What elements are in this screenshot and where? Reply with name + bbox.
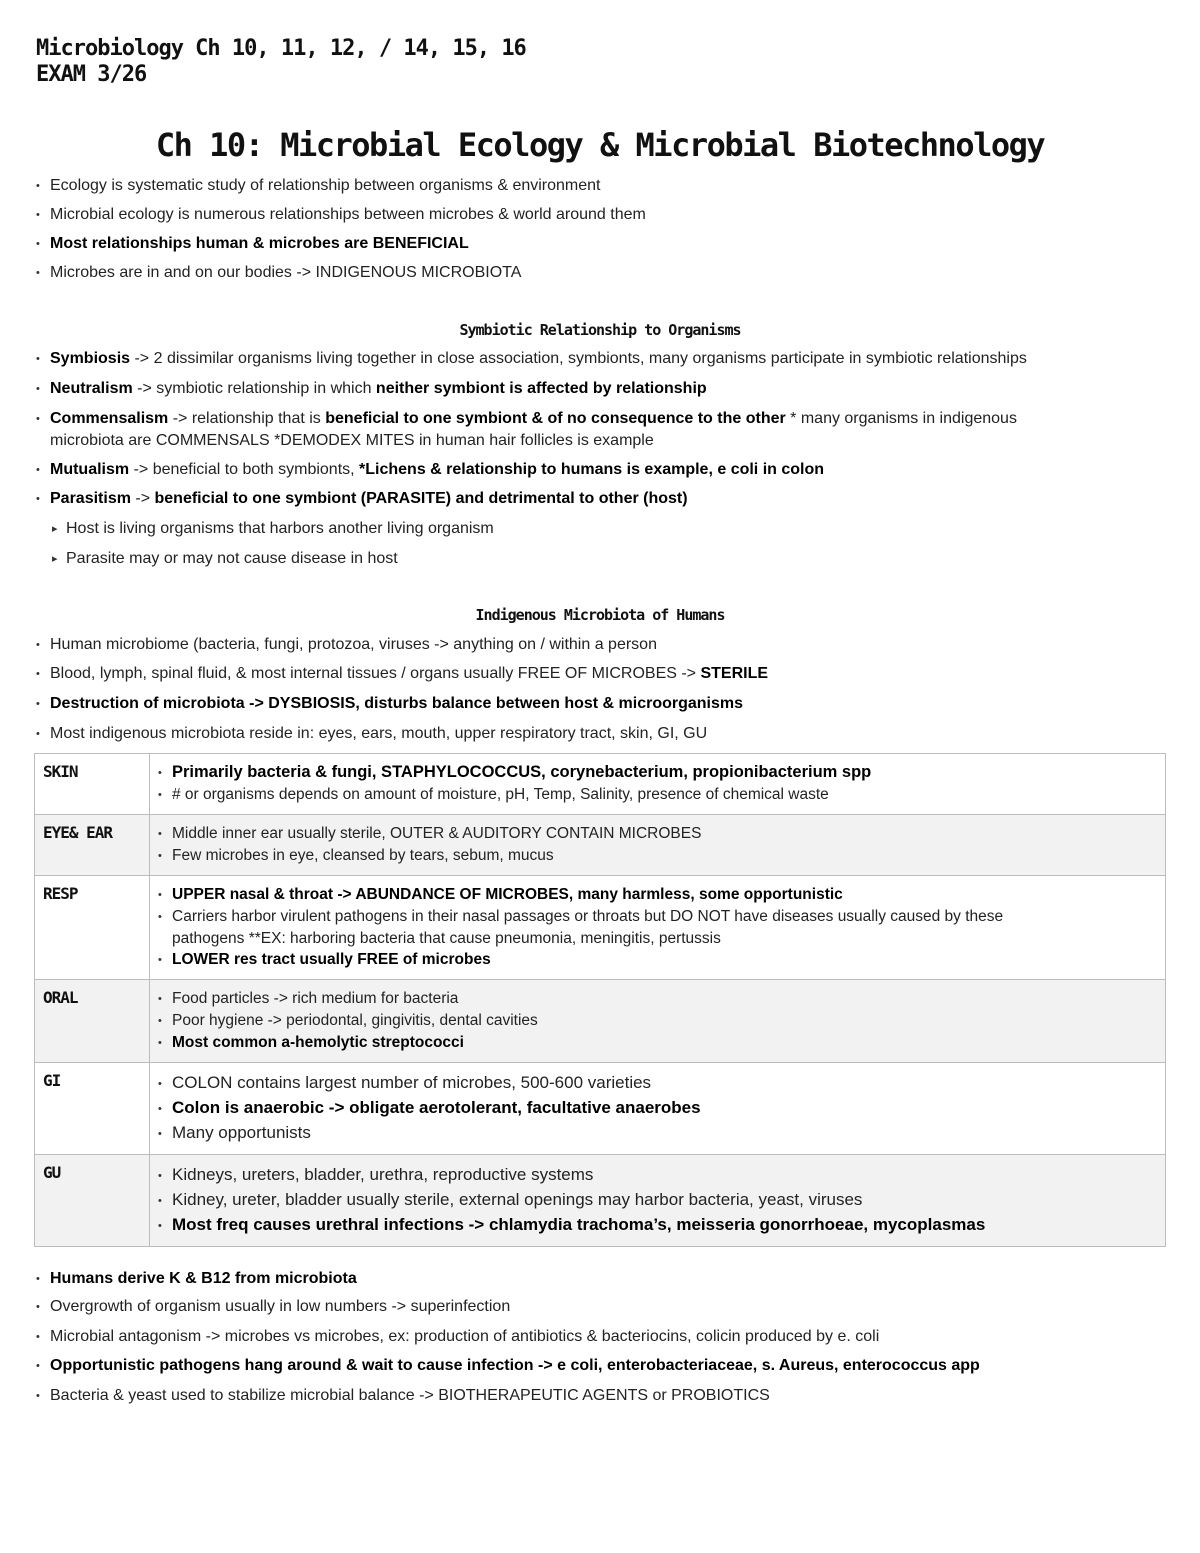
cell-line-text: UPPER nasal & throat -> ABUNDANCE OF MICROBES [172, 886, 569, 903]
list-item [36, 175, 1170, 197]
list-item [36, 1355, 1170, 1377]
row-label: GI [35, 1063, 150, 1155]
header-course-line: Microbiology Ch 10, 11, 12, / 14, 15, 16 [36, 36, 526, 61]
cell-line [158, 1071, 1157, 1096]
bullet-text: Ecology is systematic study of relationship between organisms & environment [50, 177, 601, 194]
bullet-icon: • [158, 1128, 162, 1140]
bullet-icon: • [158, 850, 162, 862]
cell-line-text: Primarily bacteria & fungi, STAPHYLOCOCCUS, corynebacterium, propionibacterium spp [172, 763, 872, 781]
row-label: ORAL [35, 980, 150, 1063]
list-item [36, 723, 1170, 745]
cell-line [158, 1188, 1157, 1213]
bullet-icon: • [36, 267, 40, 279]
cell-line-text: LOWER res tract usually FREE of microbes [172, 951, 491, 968]
term: Mutualism [50, 461, 130, 478]
bullet-icon: • [158, 889, 162, 901]
cell-line [158, 1010, 1157, 1032]
list-item [36, 1296, 1170, 1318]
cell-line [158, 823, 1157, 845]
bullet-text: Microbial antagonism -> microbes vs microbes, ex: production of antibiotics & bacteriocins, colicin produced by e. coli [50, 1328, 880, 1345]
cell-line [158, 1163, 1157, 1188]
cell-line-text: # or organisms depends on amount of moisture, pH, Temp, Salinity, presence of chemical waste [172, 786, 829, 803]
bullet-icon: • [158, 1220, 162, 1232]
list-item [36, 204, 1170, 226]
cell-line-text: Middle inner ear usually sterile, OUTER & AUDITORY CONTAIN MICROBES [172, 825, 702, 842]
definition-continuation: microbiota are COMMENSALS *DEMODEX MITES in human hair follicles is example [50, 432, 654, 449]
bullet-icon: • [158, 911, 162, 923]
bullet-icon: • [158, 993, 162, 1005]
bullet-icon: • [158, 828, 162, 840]
list-item [36, 262, 1170, 284]
cell-line [158, 988, 1157, 1010]
page-title: Ch 10: Microbial Ecology & Microbial Biotechnology [155, 126, 1045, 164]
cell-line-text: Poor hygiene -> periodontal, gingivitis, dental cavities [172, 1012, 538, 1029]
table-row-oral [35, 980, 1166, 1063]
microbiota-table [34, 753, 1166, 1247]
list-item-parasitism [36, 488, 1170, 510]
definition-emphasis: *Lichens & relationship to humans is example, e coli in colon [359, 461, 825, 478]
bullet-text: Host is living organisms that harbors another living organism [66, 520, 494, 537]
bullet-icon: • [158, 789, 162, 801]
bullet-icon: • [36, 1360, 40, 1372]
definition: -> 2 dissimilar organisms living together in close association, symbionts, many organisms participate in symbiotic relationships [130, 350, 1027, 367]
bullet-icon: • [158, 954, 162, 966]
cell-line-text: Food particles -> rich medium for bacteria [172, 990, 459, 1007]
list-item [36, 233, 1170, 255]
cell-line [158, 1032, 1157, 1054]
bullet-icon: • [158, 1170, 162, 1182]
bullet-text: Human microbiome (bacteria, fungi, protozoa, viruses -> anything on / within a person [50, 636, 657, 653]
bullet-text: Parasite may or may not cause disease in host [66, 550, 398, 567]
bullet-icon: • [158, 1078, 162, 1090]
bullet-text: Most indigenous microbiota reside in: eyes, ears, mouth, upper respiratory tract, skin, GI, GU [50, 725, 708, 742]
bullet-icon: • [36, 1331, 40, 1343]
row-body [150, 815, 1166, 876]
bullet-icon: • [36, 238, 40, 250]
bullet-icon: • [36, 639, 40, 651]
sub-list-item [52, 518, 1170, 540]
bullet-icon: • [36, 668, 40, 680]
sub-bullet-icon: ▸ [52, 523, 58, 535]
bullet-icon: • [36, 1273, 40, 1285]
cell-line-text: Most freq causes urethral infections -> chlamydia trachoma’s, meisseria gonorrhoeae, mycoplasmas [172, 1215, 986, 1234]
bullet-text: Most relationships human & microbes are BENEFICIAL [50, 235, 469, 252]
bullet-text: Blood, lymph, spinal fluid, & most internal tissues / organs usually FREE OF MICROBES -> [50, 665, 701, 682]
list-item-symbiosis [36, 348, 1170, 370]
bullet-icon: • [36, 1390, 40, 1402]
definition-emphasis: beneficial to one symbiont & of no consequence to the other [325, 410, 786, 427]
term: Neutralism [50, 380, 133, 397]
bullet-text: Overgrowth of organism usually in low numbers -> superinfection [50, 1298, 511, 1315]
definition-emphasis: neither symbiont is affected by relationship [375, 380, 707, 397]
bullet-icon: • [36, 383, 40, 395]
bullet-text: Microbes are in and on our bodies -> INDIGENOUS MICROBIOTA [50, 264, 522, 281]
definition-emphasis: beneficial to one symbiont (PARASITE) and detrimental to other (host) [154, 490, 688, 507]
row-label: RESP [35, 876, 150, 980]
cell-line-text: Kidney, ureter, bladder usually sterile, external openings may harbor bacteria, yeast, viruses [172, 1190, 863, 1209]
list-item-mutualism [36, 459, 1170, 481]
row-label: SKIN [35, 754, 150, 815]
table-row-skin [35, 754, 1166, 815]
bullet-icon: • [36, 180, 40, 192]
cell-line-text: Colon is anaerobic -> obligate aerotolerant, facultative anaerobes [172, 1098, 701, 1117]
table-row-gi [35, 1063, 1166, 1155]
cell-line [158, 906, 1157, 949]
list-item-neutralism [36, 378, 1170, 400]
bullet-icon: • [36, 698, 40, 710]
bullet-text: Destruction of microbiota -> DYSBIOSIS, disturbs balance between host & microorganisms [50, 695, 744, 712]
table-row-resp [35, 876, 1166, 980]
bullet-icon: • [36, 728, 40, 740]
bullet-emphasis: STERILE [700, 665, 769, 682]
bullet-icon: • [36, 353, 40, 365]
bullet-icon: • [158, 1195, 162, 1207]
term: Symbiosis [50, 350, 131, 367]
bullet-text: Humans derive K & B12 from microbiota [50, 1270, 357, 1287]
bullet-icon: • [158, 1103, 162, 1115]
list-item [36, 1268, 1170, 1290]
cell-line-text: Kidneys, ureters, bladder, urethra, reproductive systems [172, 1165, 594, 1184]
definition: -> [130, 490, 155, 507]
bullet-text: Opportunistic pathogens hang around & wait to cause infection -> e coli, enterobacteriaceae, s. Aureus, enterococcus app [50, 1357, 980, 1374]
list-item [36, 693, 1170, 715]
term: Parasitism [50, 490, 131, 507]
bullet-icon: • [36, 464, 40, 476]
section-heading-symbiotic: Symbiotic Relationship to Organisms [459, 321, 741, 339]
cell-line [158, 1121, 1157, 1146]
definition-note: * many organisms in indigenous [785, 410, 1017, 427]
list-item-commensalism [36, 408, 1170, 452]
cell-line [158, 762, 1157, 784]
bullet-icon: • [158, 1015, 162, 1027]
row-body [150, 980, 1166, 1063]
bullet-text: Bacteria & yeast used to stabilize microbial balance -> BIOTHERAPEUTIC AGENTS or PROBIOTICS [50, 1387, 770, 1404]
definition: -> symbiotic relationship in which [132, 380, 376, 397]
list-item [36, 663, 1170, 685]
cell-line [158, 949, 1157, 971]
table-row-gu [35, 1155, 1166, 1247]
bullet-icon: • [36, 1301, 40, 1313]
list-item [36, 634, 1170, 656]
table-row-eye-ear [35, 815, 1166, 876]
cell-line-text: Carriers harbor virulent pathogens in their nasal passages or throats but DO NOT have diseases usually caused by these [172, 908, 1004, 925]
row-label: EYE& EAR [35, 815, 150, 876]
row-body [150, 754, 1166, 815]
row-body [150, 1155, 1166, 1247]
bullet-text: Microbial ecology is numerous relationships between microbes & world around them [50, 206, 646, 223]
list-item [36, 1326, 1170, 1348]
header-exam-line: EXAM 3/26 [36, 62, 147, 87]
bullet-icon: • [158, 767, 162, 779]
cell-line [158, 1096, 1157, 1121]
term: Commensalism [50, 410, 169, 427]
definition: -> relationship that is [168, 410, 326, 427]
row-body [150, 1063, 1166, 1155]
sub-bullet-icon: ▸ [52, 553, 58, 565]
cell-line-text: COLON contains largest number of microbes, 500-600 varieties [172, 1073, 652, 1092]
cell-line [158, 884, 1157, 906]
cell-line-text: Few microbes in eye, cleansed by tears, sebum, mucus [172, 847, 554, 864]
definition: -> beneficial to both symbionts, [129, 461, 360, 478]
bullet-icon: • [36, 209, 40, 221]
cell-line-text: , many harmless, some opportunistic [568, 886, 843, 903]
bullet-icon: • [158, 1037, 162, 1049]
cell-line [158, 1213, 1157, 1238]
cell-line [158, 784, 1157, 806]
sub-list-item [52, 548, 1170, 570]
row-body [150, 876, 1166, 980]
bullet-icon: • [36, 413, 40, 425]
row-label: GU [35, 1155, 150, 1247]
cell-line-text: Most common a-hemolytic streptococci [172, 1034, 464, 1051]
cell-line-continuation: pathogens **EX: harboring bacteria that cause pneumonia, meningitis, pertussis [172, 930, 721, 947]
cell-line-text: Many opportunists [172, 1123, 311, 1142]
section-heading-indigenous: Indigenous Microbiota of Humans [475, 606, 725, 624]
cell-line [158, 845, 1157, 867]
bullet-icon: • [36, 493, 40, 505]
list-item [36, 1385, 1170, 1407]
